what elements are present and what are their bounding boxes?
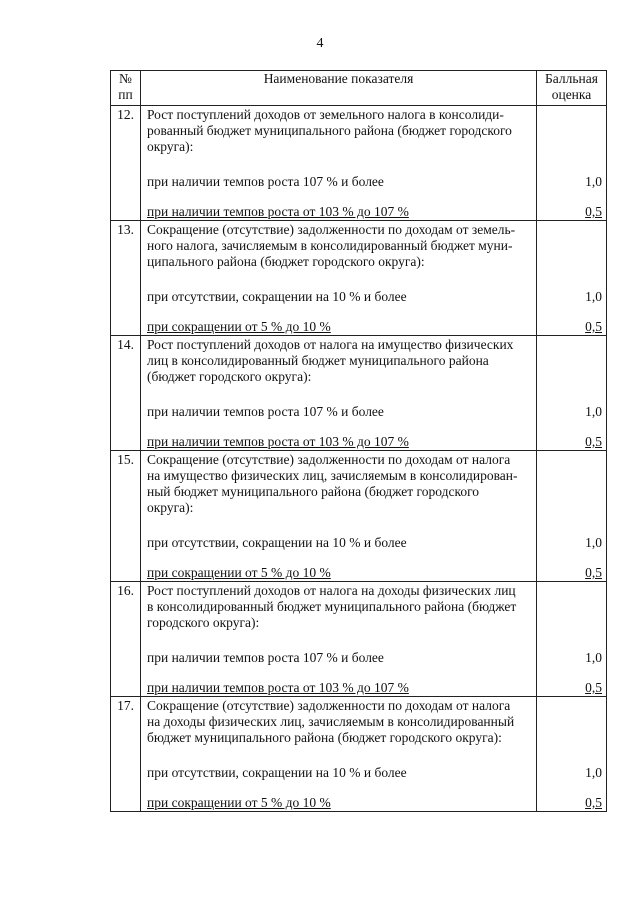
score-value: 1,0 xyxy=(585,535,602,550)
indicator-title-line: ный бюджет муниципального района (бюджет городского xyxy=(147,484,480,499)
indicator-title-line: ного налога, зачисляемым в консолидированный бюджет муни- xyxy=(147,238,513,253)
row-number: 12. xyxy=(111,106,141,221)
score-value: 0,5 xyxy=(585,795,602,810)
criterion-label: при наличии темпов роста 107 % и более xyxy=(147,174,384,189)
score-value: 0,5 xyxy=(585,565,602,580)
score-spacer xyxy=(537,698,602,765)
score-value: 1,0 xyxy=(585,765,602,780)
indicator-cell xyxy=(141,106,537,221)
criterion-label: при сокращении от 5 % до 10 % xyxy=(147,565,331,580)
row-number: 14. xyxy=(111,336,141,451)
criterion-label: при наличии темпов роста 107 % и более xyxy=(147,404,384,419)
header-number xyxy=(111,71,141,106)
indicator-title-line: Сокращение (отсутствие) задолженности по доходам от земель- xyxy=(147,222,516,237)
criterion-label: при сокращении от 5 % до 10 % xyxy=(147,795,331,810)
score-value: 1,0 xyxy=(585,289,602,304)
criterion-label: при наличии темпов роста от 103 % до 107 % xyxy=(147,434,409,449)
score-spacer xyxy=(537,583,602,650)
page-number: 4 xyxy=(316,36,324,51)
score-value: 1,0 xyxy=(585,650,602,665)
indicators-table xyxy=(110,70,607,812)
header-score-line2: оценка xyxy=(551,87,592,102)
header-number-line1: № xyxy=(119,71,132,86)
indicator-title-line: Сокращение (отсутствие) задолженности по доходам от налога xyxy=(147,452,511,467)
table-row xyxy=(111,697,607,812)
criterion-label: при наличии темпов роста 107 % и более xyxy=(147,650,384,665)
score-spacer xyxy=(537,452,602,535)
table-row xyxy=(111,336,607,451)
indicator-title-line: на доходы физических лиц, зачисляемым в консолидированный xyxy=(147,714,515,729)
table-header-row xyxy=(111,71,607,106)
criterion-label: при отсутствии, сокращении на 10 % и более xyxy=(147,765,407,780)
criterion-label: при сокращении от 5 % до 10 % xyxy=(147,319,331,334)
indicator-title-line: ципального района (бюджет городского округа): xyxy=(147,254,425,269)
criterion-label: при отсутствии, сокращении на 10 % и более xyxy=(147,289,407,304)
header-score-line1: Балльная xyxy=(545,71,598,86)
score-value: 1,0 xyxy=(585,404,602,419)
table-row xyxy=(111,451,607,582)
indicator-title-line: округа): xyxy=(147,500,194,515)
header-indicator-name xyxy=(141,71,537,106)
score-spacer xyxy=(537,222,602,289)
score-cell xyxy=(537,451,607,582)
indicator-cell xyxy=(141,336,537,451)
header-number-line2: пп xyxy=(118,87,133,102)
score-value: 0,5 xyxy=(585,319,602,334)
indicator-cell xyxy=(141,697,537,812)
score-value: 0,5 xyxy=(585,204,602,219)
indicator-cell xyxy=(141,451,537,582)
table-row xyxy=(111,106,607,221)
table-row xyxy=(111,582,607,697)
score-value: 0,5 xyxy=(585,680,602,695)
header-score xyxy=(537,71,607,106)
score-cell xyxy=(537,336,607,451)
indicator-title-line: в консолидированный бюджет муниципального района (бюджет xyxy=(147,599,517,614)
score-cell xyxy=(537,582,607,697)
indicator-title-line: Рост поступлений доходов от налога на доходы физических лиц xyxy=(147,583,516,598)
header-indicator-name-text: Наименование показателя xyxy=(263,71,414,86)
score-value: 0,5 xyxy=(585,434,602,449)
indicator-title-line: Сокращение (отсутствие) задолженности по доходам от налога xyxy=(147,698,511,713)
row-number: 17. xyxy=(111,697,141,812)
row-number: 13. xyxy=(111,221,141,336)
row-number: 16. xyxy=(111,582,141,697)
row-number: 15. xyxy=(111,451,141,582)
indicator-cell xyxy=(141,582,537,697)
indicator-title-line: Рост поступлений доходов от земельного налога в консолиди- xyxy=(147,107,504,122)
criterion-label: при наличии темпов роста от 103 % до 107 % xyxy=(147,680,409,695)
indicator-title-line: бюджет муниципального района (бюджет городского округа): xyxy=(147,730,502,745)
criterion-label: при наличии темпов роста от 103 % до 107 % xyxy=(147,204,409,219)
score-spacer xyxy=(537,337,602,404)
indicator-title-line: Рост поступлений доходов от налога на имущество физических xyxy=(147,337,514,352)
score-spacer xyxy=(537,107,602,174)
score-cell xyxy=(537,697,607,812)
indicator-title-line: на имущество физических лиц, зачисляемым в консолидирован- xyxy=(147,468,518,483)
table-row xyxy=(111,221,607,336)
indicator-title-line: округа): xyxy=(147,139,194,154)
indicator-title-line: лиц в консолидированный бюджет муниципального района xyxy=(147,353,489,368)
score-value: 1,0 xyxy=(585,174,602,189)
criterion-label: при отсутствии, сокращении на 10 % и более xyxy=(147,535,407,550)
indicator-title-line: городского округа): xyxy=(147,615,260,630)
score-cell xyxy=(537,221,607,336)
indicator-cell xyxy=(141,221,537,336)
indicator-title-line: (бюджет городского округа): xyxy=(147,369,312,384)
score-cell xyxy=(537,106,607,221)
indicator-title-line: рованный бюджет муниципального района (бюджет городского xyxy=(147,123,512,138)
